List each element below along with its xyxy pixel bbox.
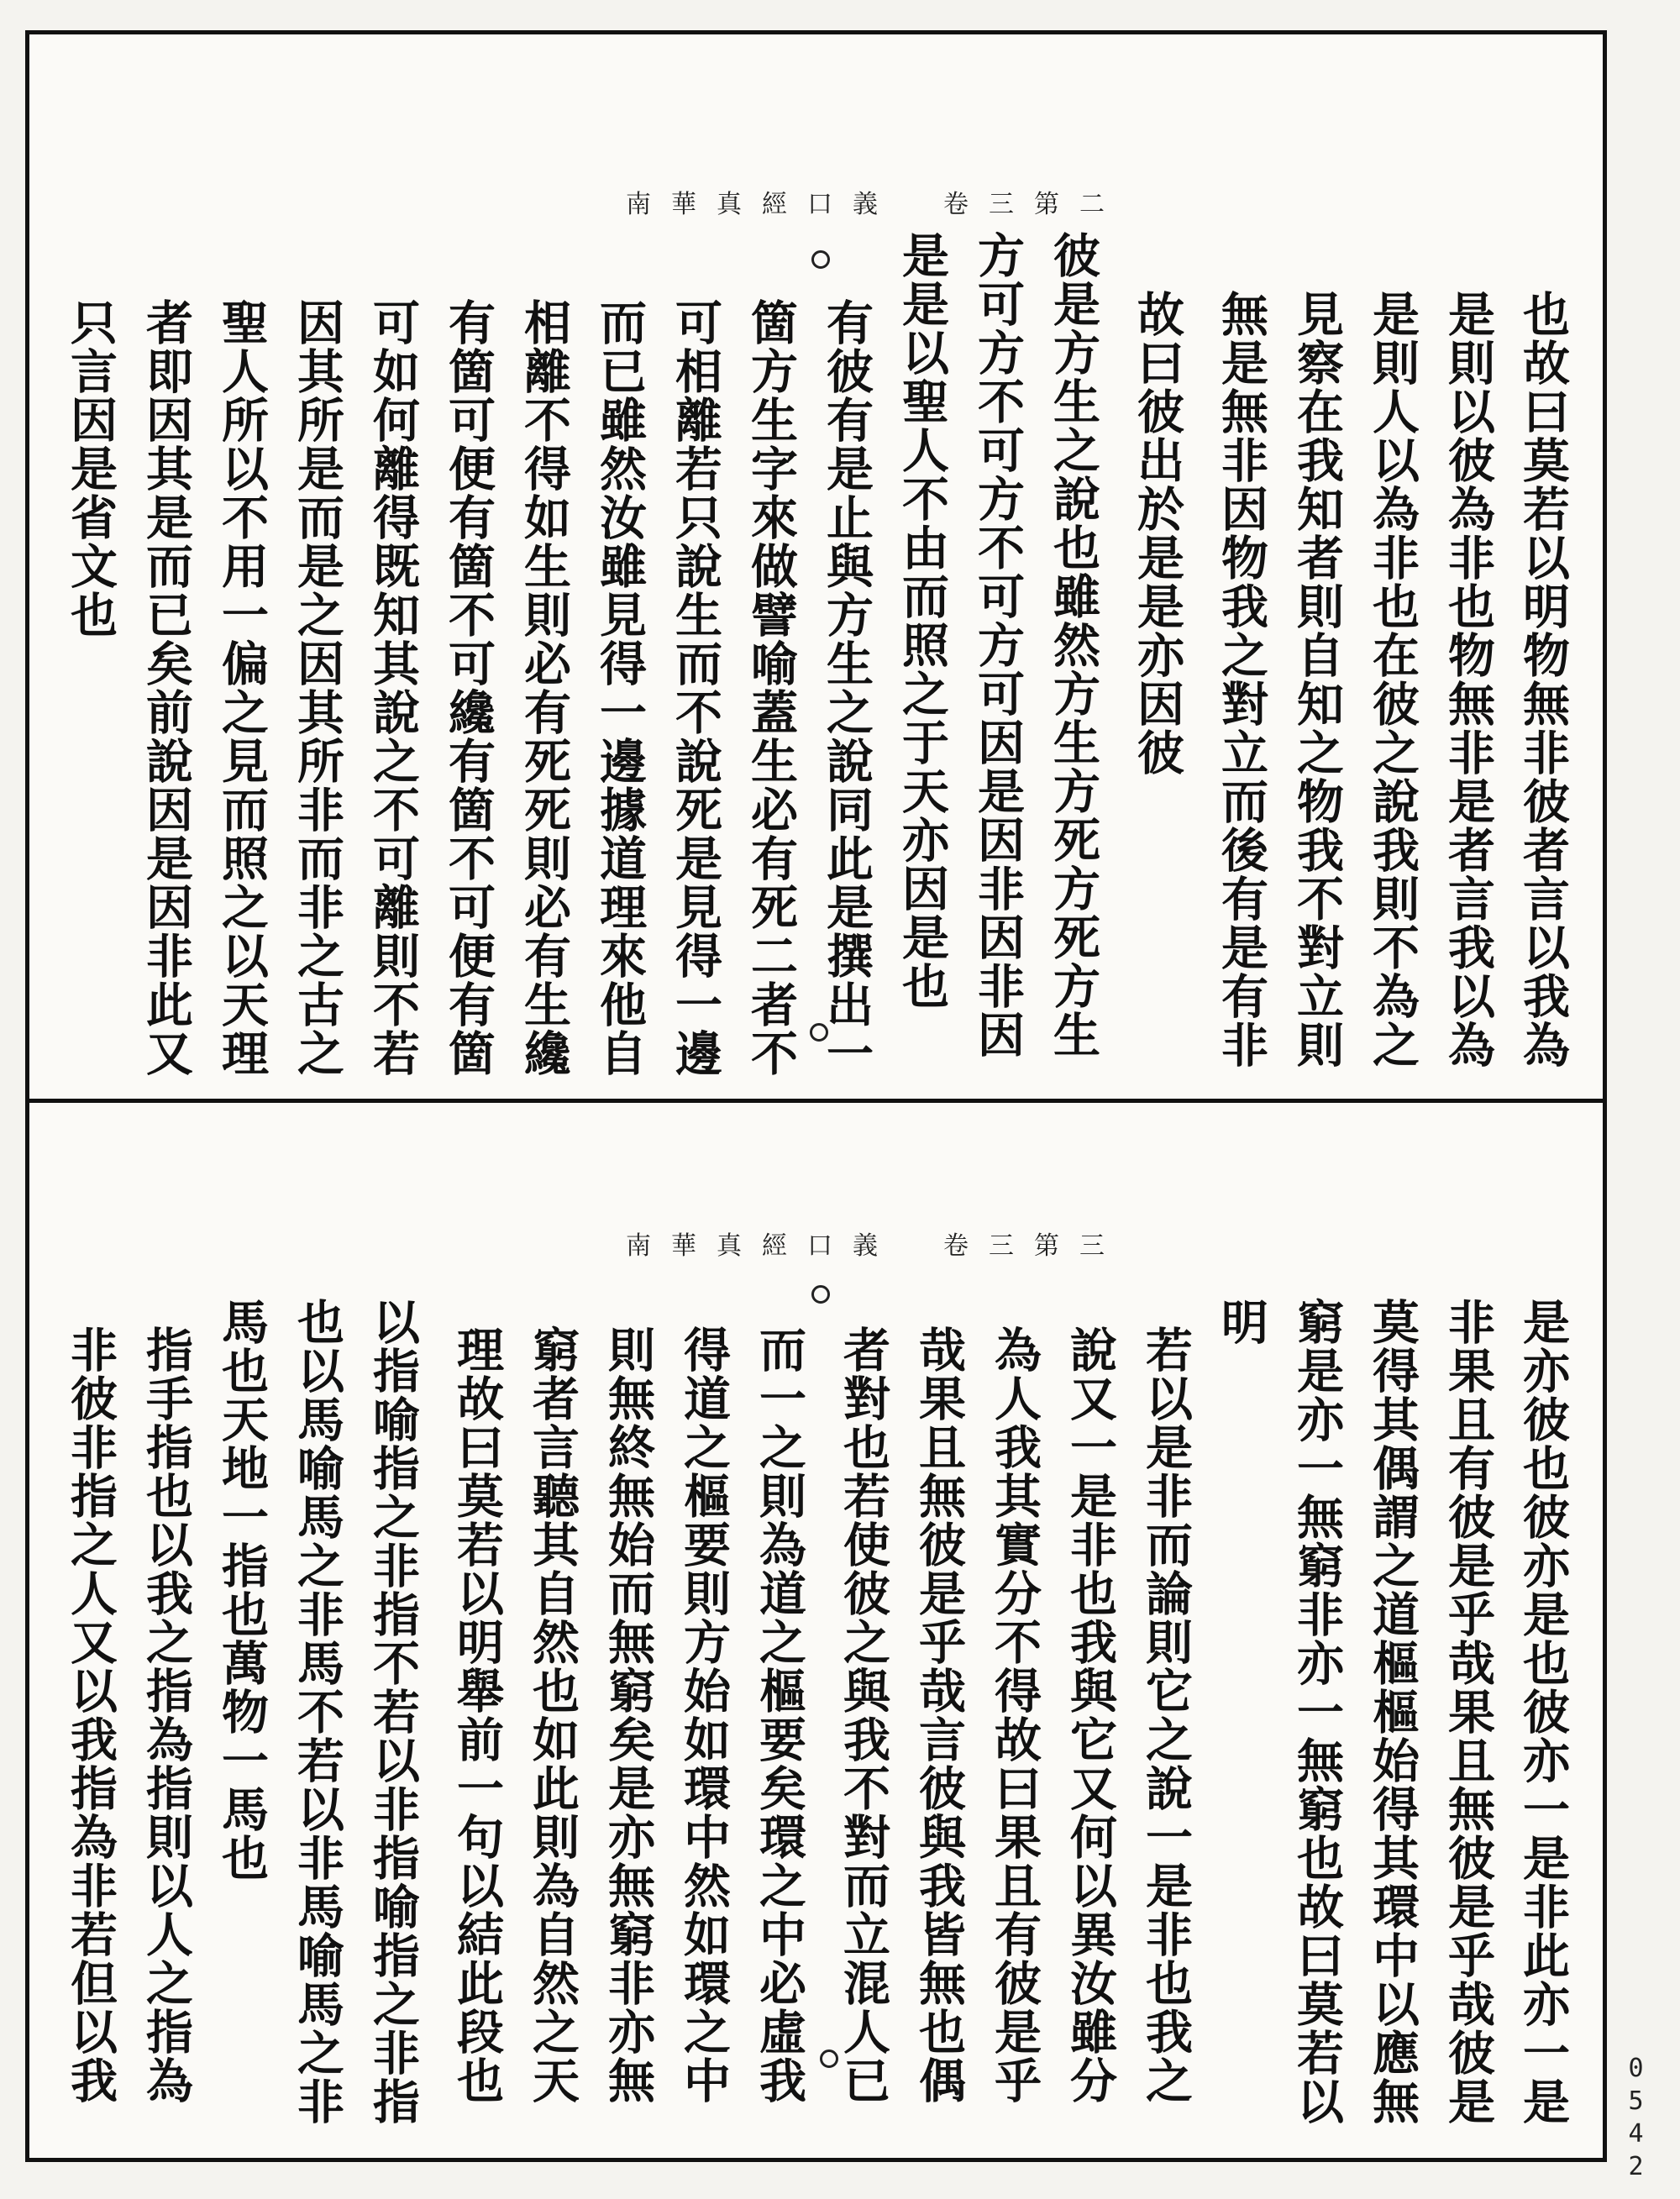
top-col-10: 有彼有是止與方生之說同此是撰出一	[819, 298, 874, 1078]
top-col-2: 是則以彼為非也物無非是者言我以為	[1441, 290, 1496, 1069]
bottom-col-14: 窮者言聽其自然也如此則為自然之天	[525, 1325, 580, 2105]
top-col-19: 者即因其是而已矣前說因是因非此又	[139, 298, 194, 1078]
top-col-11: 箇方生字來做譬喻蓋生必有死二者不	[743, 298, 799, 1078]
top-col-18: 聖人所以不用一偏之見而照之以天理	[214, 298, 270, 1078]
bottom-col-17: 也以馬喻馬之非馬不若以非馬喻馬之非	[290, 1298, 345, 2126]
circle-mark	[820, 2049, 838, 2068]
bottom-page-header: 南華真經口義 卷三第三	[626, 1231, 1125, 1261]
top-col-7: 彼是方生之說也雖然方生方死方死方生	[1046, 231, 1101, 1059]
top-col-4: 見察在我知者則自知之物我不對立則	[1289, 290, 1345, 1069]
bottom-col-10: 者對也若使彼之與我不對而立混人已	[836, 1325, 891, 2105]
bottom-col-11: 而一之則為道之樞要矣環之中必虛我	[752, 1325, 807, 2105]
bottom-col-6: 若以是非而論則它之說一是非也我之	[1138, 1325, 1194, 2105]
top-col-17: 因其所是而是之因其所非而非之古之	[290, 298, 345, 1078]
bottom-col-13: 則無終無始而無窮矣是亦無窮非亦無	[601, 1325, 656, 2105]
bottom-col-7: 說又一是非也我與它又何以異汝雖分	[1063, 1325, 1118, 2105]
top-col-6: 故曰彼出於是是亦因彼	[1130, 290, 1185, 777]
top-col-8: 方可方不可方不可方可因是因非因非因	[970, 231, 1026, 1059]
top-col-3: 是則人以為非也在彼之說我則不為之	[1365, 290, 1420, 1069]
top-col-9: 是是以聖人不由而照之于天亦因是也	[895, 231, 950, 1010]
top-col-20: 只言因是省文也	[63, 298, 118, 639]
top-col-15: 有箇可便有箇不可纔有箇不可便有箇	[441, 298, 496, 1078]
top-page-header: 南華真經口義 卷三第二	[626, 190, 1125, 219]
bottom-col-1: 是亦彼也彼亦是也彼亦一是非此亦一是	[1515, 1298, 1571, 2126]
bottom-col-12: 得道之樞要則方始如環中然如環之中	[676, 1325, 732, 2105]
bottom-col-15: 理故曰莫若以明舉前一句以結此段也	[449, 1325, 505, 2105]
bottom-col-4: 窮是亦一無窮非亦一無窮也故曰莫若以	[1289, 1298, 1345, 2126]
bottom-col-2: 非果且有彼是乎哉果且無彼是乎哉彼是	[1441, 1298, 1496, 2126]
top-col-14: 相離不得如生則必有死死則必有生纔	[517, 298, 572, 1078]
bottom-col-18: 馬也天地一指也萬物一馬也	[214, 1298, 270, 1882]
bottom-col-16: 以指喻指之非指不若以非指喻指之非指	[365, 1298, 421, 2126]
circle-mark	[811, 1285, 830, 1304]
bottom-col-5: 明	[1214, 1298, 1269, 1346]
top-col-16: 可如何離得既知其說之不可離則不若	[365, 298, 421, 1078]
top-col-12: 可相離若只說生而不說死是見得一邊	[668, 298, 723, 1078]
page-number: 0542	[1621, 2054, 1651, 2185]
bottom-col-8: 為人我其實分不得故曰果且有彼是乎	[987, 1325, 1042, 2105]
circle-mark	[810, 1023, 828, 1042]
bottom-col-19: 指手指也以我之指為指則以人之指為	[139, 1325, 194, 2105]
bottom-col-9: 哉果且無彼是乎哉言彼與我皆無也偶	[911, 1325, 967, 2105]
circle-mark	[811, 250, 830, 269]
bottom-col-20: 非彼非指之人又以我指為非若但以我	[63, 1325, 118, 2105]
top-col-1: 也故曰莫若以明物無非彼者言以我為	[1515, 290, 1571, 1069]
top-col-13: 而已雖然汝雖見得一邊據道理來他自	[592, 298, 648, 1078]
bottom-col-3: 莫得其偶謂之道樞樞始得其環中以應無	[1365, 1298, 1420, 2126]
page-divider	[25, 1099, 1607, 1103]
top-col-5: 無是無非因物我之對立而後有是有非	[1214, 290, 1269, 1069]
